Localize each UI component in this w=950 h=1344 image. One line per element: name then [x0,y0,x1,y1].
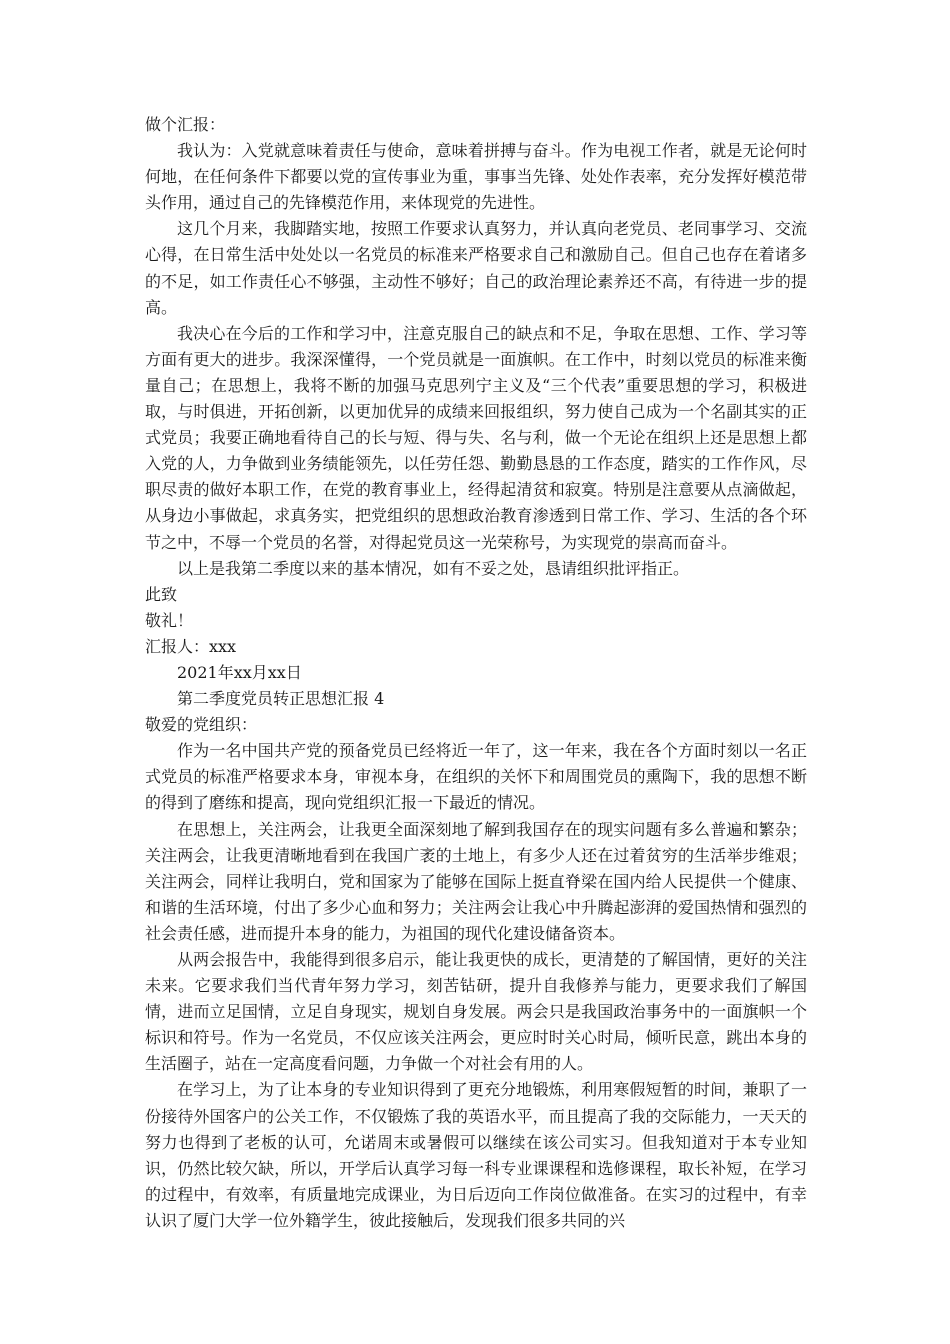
paragraph-opening: 做个汇报： [145,115,226,134]
greeting: 敬爱的党组织： [145,715,258,735]
paragraph: 在思想上，关注两会，让我更全面深刻地了解到我国存在的现实问题有多么普遍和繁杂；关注两会，让我更清晰地看到在我国广袤的土地上，有多少人还在过着贫穷的生活举步维艰；关注两会，同样让我明白，党和国家为了能够在国际上挺直脊梁在国内给人民提供一个健康、和谐的生活环境，付出了多少心血和努力；关注两会让我心中升腾起澎湃的爱国热情和强烈的社会责任感，进而提升本身的能力，为祖国的现代化建设储备资本。 [145,819,807,943]
document-body [145,112,807,1234]
paragraph: 作为一名中国共产党的预备党员已经将近一年了，这一年来，我在各个方面时刻以一名正式党员的标准严格要求本身，审视本身，在组织的关怀下和周围党员的熏陶下，我的思想不断的得到了磨练和提高，现向党组织汇报一下最近的情况。 [145,741,807,813]
signature-line: 汇报人：xxx [145,636,237,656]
paragraph: 从两会报告中，我能得到很多启示，能让我更快的成长，更清楚的了解国情，更好的关注未来。它要求我们当代青年努力学习，刻苦钻研，提升自我修养与能力，更要求我们了解国情，进而立足国情，立足自身现实，规划自身发展。两会只是我国政治事务中的一面旗帜一个标识和符号。作为一名党员，不仅应该关注两会，更应时时关心时局，倾听民意，跳出本身的生活圈子，站在一定高度看问题，力争做一个对社会有用的人。 [145,950,807,1074]
paragraph: 我认为：入党就意味着责任与使命，意味着拼搏与奋斗。作为电视工作者，就是无论何时何地，在任何条件下都要以党的宣传事业为重，事事当先锋、处处作表率，充分发挥好模范带头作用，通过自己的先锋模范作用，来体现党的先进性。 [145,141,807,213]
closing-salutation: 此致 [145,584,178,604]
section-title: 第二季度党员转正思想汇报 4 [177,689,385,709]
paragraph: 这几个月来，我脚踏实地，按照工作要求认真努力，并认真向老党员、老同事学习、交流心得，在日常生活中处处以一名党员的标准来严格要求自己和激励自己。但自己也存在着诸多的不足，如工作责任心不够强，主动性不够好；自己的政治理论素养还不高，有待进一步的提高。 [145,219,807,317]
date-line: 2021年xx月xx日 [177,662,302,682]
paragraph: 在学习上，为了让本身的专业知识得到了更充分地锻炼，利用寒假短暂的时间，兼职了一份接待外国客户的公关工作，不仅锻炼了我的英语水平，而且提高了我的交际能力，一天天的努力也得到了老板的认可，允诺周末或暑假可以继续在该公司实习。但我知道对于本专业知识，仍然比较欠缺，所以，开学后认真学习每一科专业课课程和选修课程，取长补短，在学习的过程中，有效率，有质量地完成课业，为日后迈向工作岗位做准备。在实习的过程中，有幸认识了厦门大学一位外籍学生，彼此接触后，发现我们很多共同的兴 [145,1080,807,1230]
paragraph: 我决心在今后的工作和学习中，注意克服自己的缺点和不足，争取在思想、工作、学习等方面有更大的进步。我深深懂得，一个党员就是一面旗帜。在工作中，时刻以党员的标准来衡量自己；在思想上，我将不断的加强马克思列宁主义及“三个代表”重要思想的学习，积极进取，与时俱进，开拓创新，以更加优异的成绩来回报组织，努力使自己成为一个名副其实的正式党员；我要正确地看待自己的长与短、得与失、名与利，做一个无论在组织上还是思想上都入党的人，力争做到业务绩能领先，以任劳任怨、勤勤恳恳的工作态度，踏实的工作作风，尽职尽责的做好本职工作，在党的教育事业上，经得起清贫和寂寞。特别是注意要从点滴做起，从身边小事做起，求真务实，把党组织的思想政治教育渗透到日常工作、学习、生活的各个环节之中，不辱一个党员的名誉，对得起党员这一光荣称号，为实现党的崇高而奋斗。 [145,323,807,552]
closing-regards: 敬礼！ [145,610,194,630]
paragraph: 以上是我第二季度以来的基本情况，如有不妥之处，恳请组织批评指正。 [177,558,690,578]
